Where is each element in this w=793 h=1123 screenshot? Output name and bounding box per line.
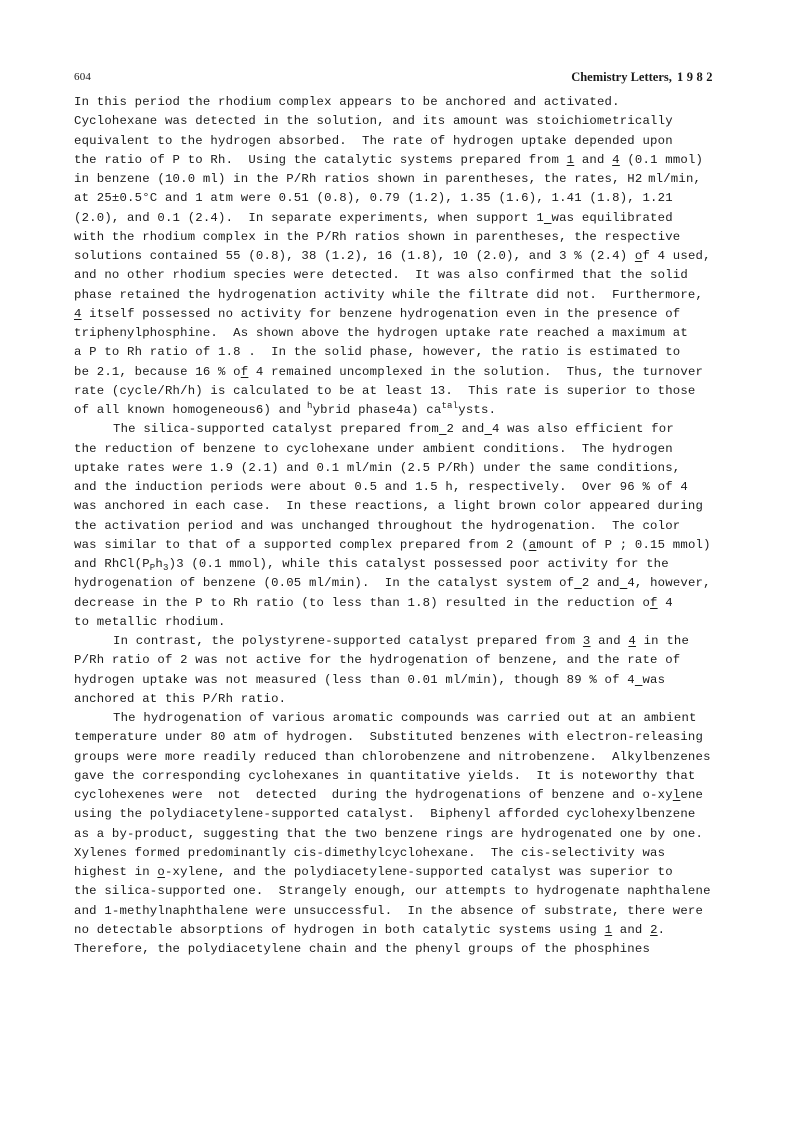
subscript: [642, 178, 648, 188]
subscript: 3: [163, 563, 169, 573]
text-line: the silica-supported one. Strangely enough, our attempts to hydrogenate naphthalene: [74, 884, 711, 899]
text-line: was similar to that of a supported complex prepared from 2 (amount of P ; 0.15 mmol): [74, 537, 711, 552]
compound-number: o: [634, 249, 643, 263]
text-line: to metallic rhodium.: [74, 614, 226, 629]
text-line: Cyclohexane was detected in the solution, and its amount was stoichiometrically: [74, 114, 673, 129]
text-line: with the rhodium complex in the P/Rh ratios shown in parentheses, the respective: [74, 229, 681, 244]
reference-marker: tal: [441, 401, 459, 411]
text-line: anchored at this P/Rh ratio.: [74, 691, 287, 706]
text-line: Therefore, the polydiacetylene chain and the phenyl groups of the phosphines: [74, 942, 651, 956]
text-line: In contrast, the polystyrene-supported catalyst prepared from 3 and 4 in the: [113, 634, 690, 648]
text-line: and 1-methylnaphthalene were unsuccessful. In the absence of substrate, there were: [74, 903, 704, 918]
journal-header: [536, 70, 716, 85]
journal-name: Chemistry Letters,: [571, 70, 672, 84]
text-line: equivalent to the hydrogen absorbed. The rate of hydrogen uptake depended upon: [74, 133, 673, 148]
text-line: cyclohexenes were not detected during the hydrogenations of benzene and o-xylene: [74, 788, 704, 802]
text-line: The hydrogenation of various aromatic compounds was carried out at an ambient: [113, 711, 697, 725]
text-line: a P to Rh ratio of 1.8 . In the solid phase, however, the ratio is estimated to: [74, 345, 681, 360]
text-line: triphenylphosphine. As shown above the hydrogen uptake rate reached a maximum at: [74, 326, 688, 340]
text-line: using the polydiacetylene-supported catalyst. Biphenyl afforded cyclohexylbenzene: [74, 807, 696, 822]
text-line: phase retained the hydrogenation activity while the filtrate did not. Furthermore,: [74, 287, 704, 302]
compound-number: f: [240, 364, 249, 379]
text-line: and $RhCl(P_Ph_3)3$ (0.1 mmol), while this catalyst possessed poor activity for the: [74, 557, 669, 573]
text-line: Xylenes formed predominantly cis-dimethylcyclohexane. The cis-selectivity was: [74, 845, 666, 860]
text-line: and the induction periods were about 0.5 and 1.5 h, respectively. Over 96 % of 4: [74, 480, 688, 494]
text-line: decrease in the P to Rh ratio (to less than 1.8) resulted in the reduction of 4: [74, 595, 673, 610]
text-line: be 2.1, because 16 % of 4 remained uncomplexed in the solution. Thus, the turnover: [74, 364, 704, 379]
journal-year: 1982: [677, 70, 716, 84]
compound-number: 3: [582, 634, 591, 648]
compound-number: 1: [566, 152, 575, 167]
text-line: uptake rates were 1.9 (2.1) and 0.1 ml/min (2.5 P/Rh) under the same conditions,: [74, 460, 681, 475]
text-line: rate (cycle/Rh/h) is calculated to be at least 13. This rate is superior to those: [74, 383, 696, 398]
text-line: as a by-product, suggesting that the two benzene rings are hydrogenated one by one.: [74, 826, 704, 841]
compound-number: [635, 673, 643, 687]
text-line: In this period the rhodium complex appears to be anchored and activated.: [74, 95, 620, 109]
compound-number: f: [650, 595, 658, 610]
text-line: hydrogen uptake was not measured (less than 0.01 ml/min), though 89 % of 4 was: [74, 672, 666, 687]
compound-number: 4: [628, 634, 637, 648]
compound-number: l: [672, 788, 681, 802]
reference-marker: h: [301, 401, 313, 411]
text-line: 4 itself possessed no activity for benzene hydrogenation even in the presence of: [74, 306, 681, 321]
subscript: P: [149, 563, 156, 573]
text-line: and no other rhodium species were detected. It was also confirmed that the solid: [74, 268, 688, 283]
text-line: hydrogenation of benzene (0.05 ml/min). In the catalyst system of 2 and 4, however,: [74, 576, 711, 591]
page-number: 604: [74, 71, 92, 83]
text-line: at 25±0.5°C and 1 atm were 0.51 (0.8), 0.79 (1.2), 1.35 (1.6), 1.41 (1.8), 1.21: [74, 191, 673, 206]
text-line: of all known homogeneous6) and $^h$ybrid phase4a) $ca^{tal}ysts$.: [74, 401, 497, 417]
text-line: gave the corresponding cyclohexanes in quantitative yields. It is noteworthy that: [74, 768, 696, 783]
text-line: (2.0), and 0.1 (2.4). In separate experiments, when support 1 was equilibrated: [74, 210, 673, 225]
compound-number: o: [157, 865, 165, 879]
compound-number: [484, 422, 492, 436]
compound-number: [574, 576, 582, 590]
text-line: highest in o-xylene, and the polydiacetylene-supported catalyst was superior to: [74, 865, 673, 879]
text-line: the reduction of benzene to cyclohexane under ambient conditions. The hydrogen: [74, 441, 673, 456]
compound-number: 1: [604, 922, 613, 937]
text-line: P/Rh ratio of 2 was not active for the hydrogenation of benzene, and the rate of: [74, 653, 681, 668]
compound-number: 2: [650, 922, 658, 937]
text-line: no detectable absorptions of hydrogen in both catalytic systems using 1 and 2.: [74, 922, 666, 937]
text-line: was anchored in each case. In these reactions, a light brown color appeared during: [74, 499, 704, 514]
compound-number: 4: [74, 306, 82, 321]
text-line: temperature under 80 atm of hydrogen. Substituted benzenes with electron-releasing: [74, 730, 704, 745]
compound-number: [544, 211, 552, 225]
compound-number: [620, 576, 628, 590]
text-line: the ratio of P to Rh. Using the catalytic systems prepared from 1 and 4 (0.1 mmol): [74, 152, 704, 167]
compound-number: [439, 422, 447, 436]
text-line: groups were more readily reduced than chlorobenzene and nitrobenzene. Alkylbenzenes: [74, 749, 711, 764]
text-line: the activation period and was unchanged throughout the hydrogenation. The color: [74, 518, 681, 533]
compound-number: 4: [612, 152, 620, 167]
text-line: in benzene (10.0 ml) in the P/Rh ratios shown in parentheses, the rates, H2 ml/min,: [74, 172, 702, 186]
text-line: The silica-supported catalyst prepared from 2 and 4 was also efficient for: [113, 422, 674, 437]
compound-number: a: [528, 537, 537, 552]
text-line: solutions contained 55 (0.8), 38 (1.2), 16 (1.8), 10 (2.0), and 3 % (2.4) of 4 used,: [74, 249, 711, 263]
